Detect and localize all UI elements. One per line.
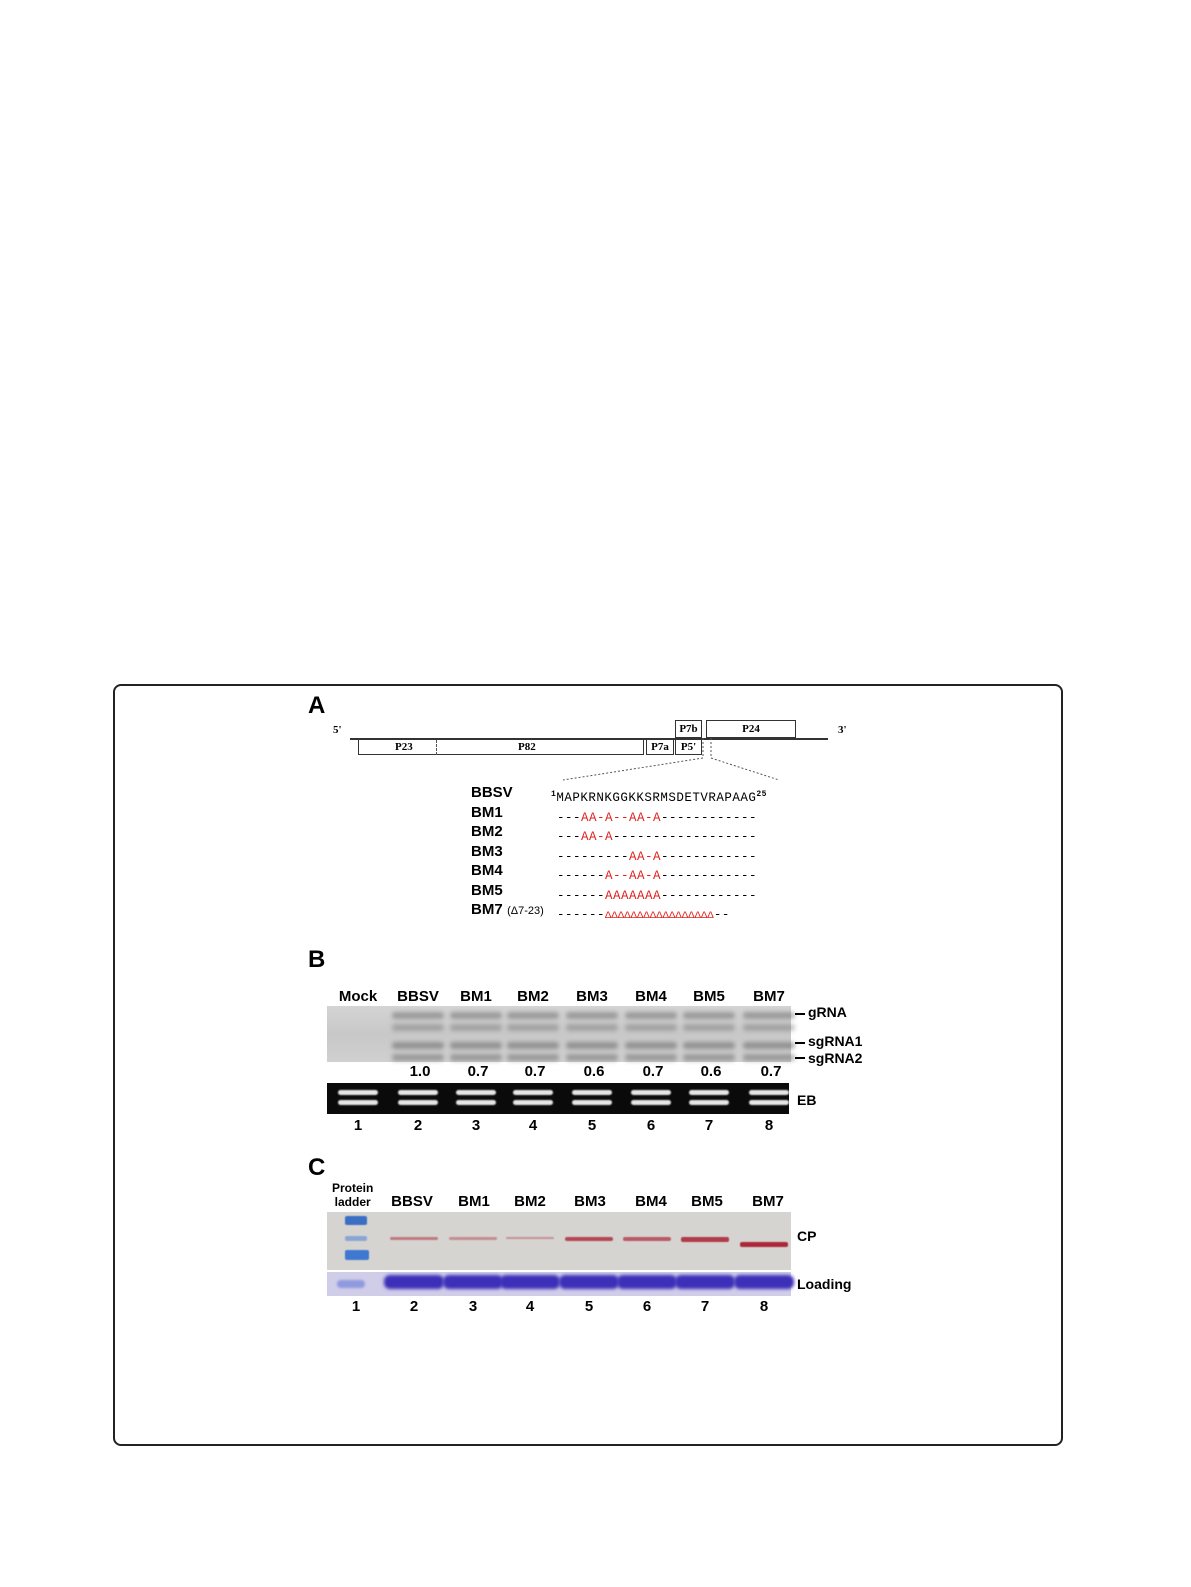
rna-band	[625, 1012, 677, 1019]
rna-band	[566, 1024, 618, 1031]
alignment-unchanged: --	[713, 908, 730, 923]
loading-band	[734, 1275, 794, 1289]
rna-band	[743, 1012, 795, 1019]
alignment-row	[551, 828, 767, 848]
mutant-name: BM1	[471, 803, 503, 821]
alignment-mutation: A--AA-A	[605, 869, 662, 884]
cp-band	[390, 1237, 438, 1240]
rrna-band	[572, 1100, 612, 1105]
alignment-deletion: ΔΔΔΔΔΔΔΔΔΔΔΔΔΔΔΔΔ	[605, 910, 714, 923]
lane-number: 3	[471, 1117, 481, 1134]
lane-label: BM5	[691, 1193, 723, 1210]
lane-label: BM3	[574, 1193, 606, 1210]
rna-band	[450, 1012, 502, 1019]
cp-label: CP	[797, 1228, 817, 1244]
lane-label: BM5	[693, 988, 725, 1005]
alignment-mutation: AAAAAAA	[605, 888, 662, 903]
lane-number: 2	[409, 1298, 419, 1315]
mutant-note: (Δ7-23)	[507, 905, 544, 917]
rrna-band	[338, 1100, 378, 1105]
loading-gel	[327, 1272, 791, 1296]
loading-band	[617, 1275, 677, 1289]
lane-number: 3	[468, 1298, 478, 1315]
lane-label: BM1	[458, 1193, 490, 1210]
ladder-band-top	[345, 1216, 367, 1225]
loading-band	[559, 1275, 619, 1289]
lane-label: BM2	[517, 988, 549, 1005]
rna-band	[507, 1042, 559, 1049]
loading-band	[443, 1275, 503, 1289]
rna-band	[683, 1042, 735, 1049]
sgrna1-label: sgRNA1	[808, 1033, 863, 1049]
alignment-unchanged: ------------	[661, 849, 758, 864]
rrna-band	[631, 1100, 671, 1105]
mutant-name: BM7	[471, 901, 503, 918]
rrna-band	[398, 1090, 438, 1095]
alignment-mutation: AA-A	[581, 830, 614, 845]
rna-band	[507, 1054, 559, 1061]
lane-number: 8	[759, 1298, 769, 1315]
rna-band	[507, 1012, 559, 1019]
rna-band	[392, 1024, 444, 1031]
rna-band	[743, 1054, 795, 1061]
cp-band	[506, 1237, 554, 1239]
rna-band	[625, 1054, 677, 1061]
rrna-band	[689, 1090, 729, 1095]
gene-p5-prime: P5'	[675, 739, 702, 755]
sgrna2-label: sgRNA2	[808, 1050, 863, 1066]
lane-label: BM3	[576, 988, 608, 1005]
rna-band	[392, 1042, 444, 1049]
alignment-unchanged: ------------	[661, 810, 758, 825]
alignment-row	[551, 809, 767, 829]
cp-band	[681, 1237, 729, 1242]
lane-label: BBSV	[397, 988, 439, 1005]
sgrna2-tick	[795, 1057, 805, 1059]
grna-tick	[795, 1013, 805, 1015]
rna-band	[450, 1042, 502, 1049]
lane-number: 8	[764, 1117, 774, 1134]
eb-label: EB	[797, 1092, 817, 1108]
northern-blot	[327, 1006, 791, 1062]
rna-band	[507, 1024, 559, 1031]
sequence-end-index: 25	[756, 790, 767, 799]
alignment-mutation: AA-A	[629, 849, 662, 864]
alignment-row	[551, 867, 767, 887]
rna-band	[566, 1054, 618, 1061]
western-blot	[327, 1212, 791, 1270]
panel-c-letter: C	[308, 1154, 326, 1181]
rna-band	[625, 1042, 677, 1049]
quantification-value: 0.7	[642, 1063, 664, 1080]
lane-number: 4	[525, 1298, 535, 1315]
mutant-name: BM4	[471, 862, 503, 879]
alignment-unchanged: ---	[557, 810, 582, 825]
panel-b-letter: B	[308, 946, 326, 973]
lane-number: 5	[584, 1298, 594, 1315]
lane-number: 6	[642, 1298, 652, 1315]
rna-band	[683, 1012, 735, 1019]
protein-ladder-label	[332, 1181, 373, 1209]
alignment-unchanged: ------------------	[613, 830, 758, 845]
sequence-column	[551, 785, 767, 927]
alignment-unchanged: ---	[557, 830, 582, 845]
rrna-band	[572, 1090, 612, 1095]
rna-band	[566, 1042, 618, 1049]
mutant-name: BBSV	[471, 784, 513, 801]
three-prime-label: 3'	[838, 724, 847, 736]
rrna-band	[398, 1100, 438, 1105]
rna-band	[625, 1024, 677, 1031]
cp-band	[565, 1237, 613, 1241]
rrna-band	[513, 1100, 553, 1105]
rrna-band	[456, 1100, 496, 1105]
lane-number: 4	[528, 1117, 538, 1134]
zoom-lines	[555, 738, 785, 783]
loading-band	[384, 1275, 444, 1289]
sequence-residues: MAPKRNKGGKKSRMSDETVRAPAAG	[556, 791, 757, 806]
lane-label: BM2	[514, 1193, 546, 1210]
loading-label: Loading	[797, 1276, 852, 1292]
gene-p82: P82	[518, 741, 536, 753]
rna-band	[392, 1054, 444, 1061]
lane-label: BM4	[635, 988, 667, 1005]
cp-band	[623, 1237, 671, 1241]
rrna-band	[513, 1090, 553, 1095]
lane-label: BM1	[460, 988, 492, 1005]
rna-band	[566, 1012, 618, 1019]
rna-band	[683, 1054, 735, 1061]
quantification-value: 1.0	[409, 1063, 431, 1080]
ethidium-gel	[327, 1083, 789, 1114]
rrna-band	[749, 1100, 789, 1105]
grna-label: gRNA	[808, 1004, 847, 1020]
cp-band	[740, 1242, 788, 1247]
rrna-band	[631, 1090, 671, 1095]
lane-number: 6	[646, 1117, 656, 1134]
rna-band	[743, 1042, 795, 1049]
ladder-label-line: Protein	[332, 1181, 374, 1195]
gene-p7b: P7b	[675, 720, 702, 738]
five-prime-label: 5'	[333, 724, 342, 736]
alignment-unchanged: ------	[557, 888, 606, 903]
alignment-mutation: AA-A--AA-A	[581, 810, 662, 825]
lane-label: BM7	[752, 1193, 784, 1210]
rna-band	[743, 1024, 795, 1031]
rrna-band	[749, 1090, 789, 1095]
quantification-value: 0.6	[583, 1063, 605, 1080]
gene-p7a: P7a	[646, 739, 674, 755]
wild-type-sequence	[551, 785, 767, 809]
alignment-unchanged: ------	[557, 869, 606, 884]
rna-band	[450, 1024, 502, 1031]
mutant-name-column	[471, 783, 544, 922]
rna-band	[450, 1054, 502, 1061]
quantification-value: 0.6	[700, 1063, 722, 1080]
readthrough-divider	[436, 740, 437, 755]
alignment-row	[551, 848, 767, 868]
alignment-unchanged: ------	[557, 908, 606, 923]
lane-label: BM7	[753, 988, 785, 1005]
rrna-band	[689, 1100, 729, 1105]
mutant-name: BM5	[471, 881, 503, 899]
alignment-row	[551, 887, 767, 907]
sgrna1-tick	[795, 1042, 805, 1044]
lane-label: Mock	[338, 988, 378, 1005]
lane-number: 5	[587, 1117, 597, 1134]
rna-band	[392, 1012, 444, 1019]
ladder-band-low	[345, 1250, 369, 1260]
lane-number: 7	[700, 1298, 710, 1315]
loading-band	[675, 1275, 735, 1289]
cp-band	[449, 1237, 497, 1240]
alignment-row	[551, 906, 767, 927]
lane-label: BM4	[635, 1193, 667, 1210]
lane-number: 2	[413, 1117, 423, 1134]
ladder-loading-band	[337, 1280, 365, 1288]
rna-band	[683, 1024, 735, 1031]
gene-p23: P23	[395, 741, 413, 753]
lane-label: BBSV	[391, 1193, 433, 1210]
rrna-band	[456, 1090, 496, 1095]
loading-band	[500, 1275, 560, 1289]
gene-p24: P24	[706, 720, 796, 738]
quantification-value: 0.7	[467, 1063, 489, 1080]
lane-number: 1	[351, 1298, 361, 1315]
rrna-band	[338, 1090, 378, 1095]
sequence-start-index: 1	[551, 790, 557, 799]
quantification-value: 0.7	[760, 1063, 782, 1080]
mutant-name: BM3	[471, 842, 503, 860]
alignment-unchanged: ---------	[557, 849, 630, 864]
panel-a-letter: A	[308, 692, 326, 719]
alignment-unchanged: ------------	[661, 888, 758, 903]
lane-number: 1	[353, 1117, 363, 1134]
alignment-unchanged: ------------	[661, 869, 758, 884]
mutant-name: BM2	[471, 823, 503, 840]
quantification-value: 0.7	[524, 1063, 546, 1080]
ladder-band-mid	[345, 1236, 367, 1241]
lane-number: 7	[704, 1117, 714, 1134]
ladder-label-line: ladder	[334, 1195, 371, 1209]
